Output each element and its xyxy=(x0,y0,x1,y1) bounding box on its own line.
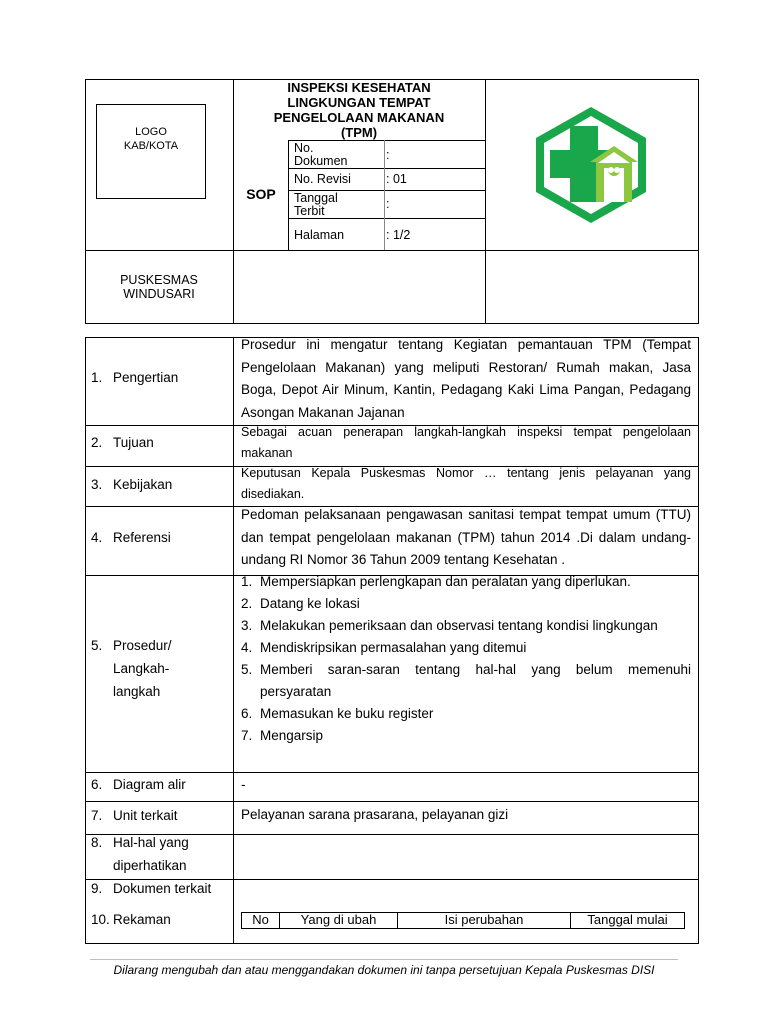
rekaman-col-yang-diubah: Yang di ubah xyxy=(300,912,377,927)
footer-disclaimer: Dilarang mengubah dan atau menggandakan dokumen ini tanpa persetujuan Kepala Puskesmas DISI xyxy=(90,959,678,977)
row-content-diagram-alir: - xyxy=(241,777,246,792)
row-label-prosedur: 5. Prosedur/ Langkah- langkah xyxy=(91,638,172,699)
procedure-steps xyxy=(241,571,691,747)
meta-value-tanggal-terbit: : xyxy=(386,197,390,211)
meta-label-tanggal-terbit: Tanggal Terbit xyxy=(294,191,338,218)
rekaman-col-isi-perubahan: Isi perubahan xyxy=(444,912,524,927)
row-label-pengertian: 1. Pengertian xyxy=(91,370,179,385)
meta-value-halaman: : 1/2 xyxy=(386,228,411,242)
logo-placeholder xyxy=(96,104,206,199)
row-label-rekaman: 10. Rekaman xyxy=(91,912,171,927)
list-item: 3. Melakukan pemeriksaan dan observasi tentang kondisi lingkungan xyxy=(241,618,658,633)
list-item: 5. Memberi saran-saran tentang hal-hal yang belum memenuhi persyaratan xyxy=(241,662,691,699)
sop-label: SOP xyxy=(246,186,276,202)
row-content-referensi: Pedoman pelaksanaan pengawasan sanitasi tempat tempat umum (TTU) dan tempat pengelolaan makanan (TPM) tahun 2014 .Di dalam undang-undang RI Nomor 36 Tahun 2009 tentang Kesehatan . xyxy=(241,507,691,567)
list-item: 4. Mendiskripsikan permasalahan yang ditemui xyxy=(241,640,527,655)
meta-label-no-dokumen: No. Dokumen xyxy=(294,141,348,168)
row-label-dokumen-terkait: 9. Dokumen terkait xyxy=(91,881,212,896)
row-label-kebijakan: 3. Kebijakan xyxy=(91,477,173,492)
row-content-tujuan: Sebagai acuan penerapan langkah-langkah inspeksi tempat pengelolaan makanan xyxy=(241,425,691,460)
row-content-pengertian: Prosedur ini mengatur tentang Kegiatan pemantauan TPM (Tempat Pengelolaan Makanan) yang meliputi Restoran/ Rumah makan, Jasa Boga, Depot Air Minum, Kantin, Pedagang Kaki Lima Pangan, Pedagang Asongan Makanan Jajanan xyxy=(241,337,691,420)
document-title: INSPEKSI KESEHATAN LINGKUNGAN TEMPAT PENGELOLAAN MAKANAN (TPM) xyxy=(273,80,445,140)
logo-text-line2: KAB/KOTA xyxy=(123,140,179,152)
logo-text-line1: LOGO xyxy=(135,126,167,138)
puskesmas-logo-icon xyxy=(530,104,652,226)
row-label-hal-hal: 8. Hal-hal yang diperhatikan xyxy=(91,835,189,873)
meta-label-no-revisi: No. Revisi xyxy=(294,172,351,186)
list-item: 6. Memasukan ke buku register xyxy=(241,706,434,721)
row-content-kebijakan: Keputusan Kepala Puskesmas Nomor … tentang jenis pelayanan yang disediakan. xyxy=(241,466,691,501)
rekaman-col-no: No xyxy=(252,912,269,927)
row-label-diagram-alir: 6. Diagram alir xyxy=(91,777,186,792)
meta-label-halaman: Halaman xyxy=(294,228,345,242)
row-label-tujuan: 2. Tujuan xyxy=(91,435,154,450)
meta-value-no-revisi: : 01 xyxy=(386,172,407,186)
rekaman-col-tanggal-mulai: Tanggal mulai xyxy=(587,912,668,927)
row-label-unit-terkait: 7. Unit terkait xyxy=(91,808,178,823)
list-item: 1. Mempersiapkan perlengkapan dan peralatan yang diperlukan. xyxy=(241,574,631,589)
list-item: 7. Mengarsip xyxy=(241,728,324,743)
puskesmas-name: PUSKESMAS WINDUSARI xyxy=(120,273,198,301)
list-item: 2. Datang ke lokasi xyxy=(241,596,360,611)
row-label-referensi: 4. Referensi xyxy=(91,530,171,545)
meta-value-no-dokumen: : xyxy=(386,148,390,162)
row-content-unit-terkait: Pelayanan sarana prasarana, pelayanan gizi xyxy=(241,807,509,822)
